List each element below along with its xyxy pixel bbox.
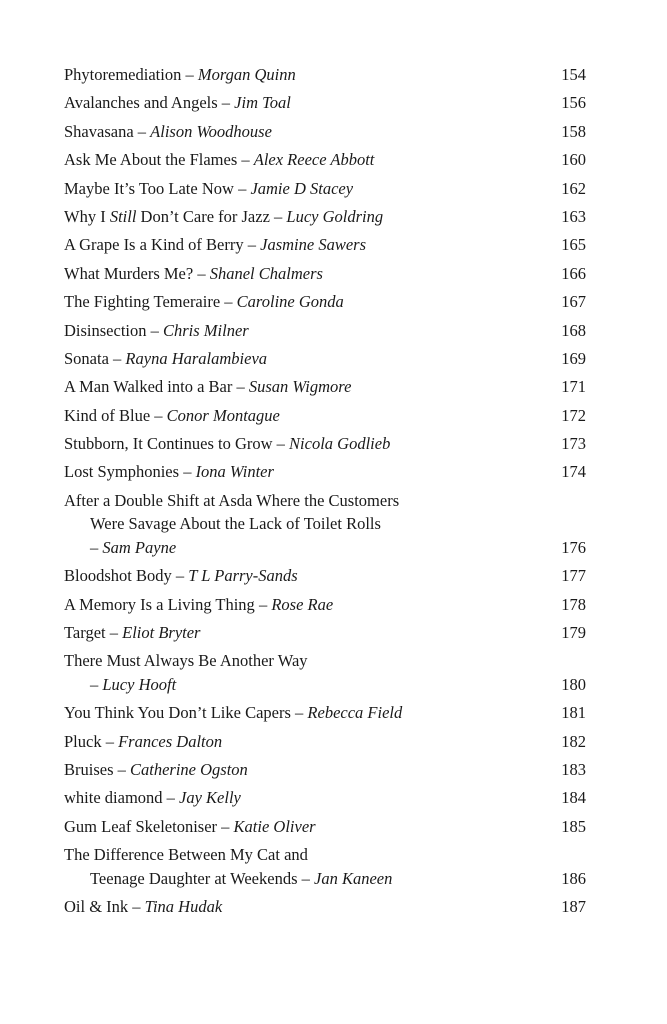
entry-line — [64, 701, 536, 725]
entry-separator: – — [217, 816, 234, 836]
entry-page-number: 179 — [561, 623, 586, 643]
toc-entry — [64, 63, 586, 87]
entry-line — [64, 758, 536, 782]
entry-title: Oil & Ink — [64, 897, 129, 917]
entry-title: Ask Me About the Flames — [64, 150, 238, 170]
entry-page-number: 168 — [561, 320, 586, 340]
entry-title-line-1: After a Double Shift at Asda Where the Customers — [64, 490, 400, 510]
toc-entry — [64, 148, 586, 172]
entry-separator: – — [272, 434, 290, 454]
entry-title: Lost Symphonies — [64, 462, 180, 482]
entry-author: Caroline Gonda — [236, 292, 344, 312]
entry-author: Chris Milner — [163, 320, 249, 340]
toc-entry — [64, 233, 586, 257]
entry-page-number: 178 — [561, 594, 586, 614]
entry-author: Eliot Bryter — [122, 623, 201, 643]
entry-title-line-1: There Must Always Be Another Way — [64, 651, 308, 671]
entry-author: Iona Winter — [195, 462, 274, 482]
entry-line — [64, 815, 536, 839]
toc-entry — [64, 91, 586, 115]
entry-separator: – — [128, 897, 145, 917]
entry-separator: – — [101, 731, 119, 751]
entry-page-number: 160 — [561, 150, 586, 170]
entry-separator: – — [133, 121, 151, 141]
entry-line — [64, 63, 536, 87]
toc-entry — [64, 120, 586, 144]
entry-page-number: 156 — [561, 93, 586, 113]
toc-entry — [64, 432, 586, 456]
entry-line — [64, 319, 536, 343]
entry-page-number: 184 — [561, 788, 586, 808]
entry-page-number: 180 — [561, 674, 586, 694]
entry-author: Frances Dalton — [118, 731, 223, 751]
entry-separator: – — [217, 93, 235, 113]
entry-title: A Memory Is a Living Thing — [64, 594, 255, 614]
entry-page-number: 177 — [561, 566, 586, 586]
toc-entry — [64, 621, 586, 645]
entry-line — [64, 593, 536, 617]
entry-title-line-1: The Difference Between My Cat and — [64, 845, 308, 865]
entry-separator: – — [162, 788, 180, 808]
entry-line — [64, 205, 536, 229]
entry-line — [64, 177, 536, 201]
entry-author: Rayna Haralambieva — [125, 348, 268, 368]
toc-entry — [64, 815, 586, 839]
entry-separator: – — [233, 178, 251, 198]
entry-author: Alex Reece Abbott — [253, 150, 375, 170]
toc-entry — [64, 593, 586, 617]
entry-author: Jan Kaneen — [314, 868, 393, 888]
entry-page-number: 174 — [561, 462, 586, 482]
entry-page-number: 181 — [561, 703, 586, 723]
entry-separator: – — [108, 348, 126, 368]
entry-title: Bruises — [64, 760, 114, 780]
entry-author: Lucy Goldring — [286, 206, 384, 226]
entry-page-number: 154 — [561, 65, 586, 84]
entry-separator: – — [171, 566, 189, 586]
entry-title: You Think You Don’t Like Capers — [64, 703, 291, 723]
entry-line — [64, 460, 536, 484]
toc-entry — [64, 347, 586, 371]
entry-author: Rebecca Field — [307, 703, 403, 723]
toc-entry — [64, 319, 586, 343]
toc-entry — [64, 177, 586, 201]
toc-entry — [64, 205, 586, 229]
entry-page-number: 176 — [561, 537, 586, 557]
entry-title: Maybe It’s Too Late Now — [64, 178, 234, 198]
entry-separator: – — [105, 623, 123, 643]
entry-page-number: 166 — [561, 263, 586, 283]
entry-line — [64, 347, 536, 371]
entry-author: Rose Rae — [271, 594, 334, 614]
entry-separator: – — [269, 206, 287, 226]
entry-separator: – — [193, 263, 210, 283]
toc-entry — [64, 404, 586, 428]
entry-page-number: 173 — [561, 434, 586, 454]
toc-entry — [64, 290, 586, 314]
entry-author: Jasmine Sawers — [260, 235, 366, 255]
toc-entry — [64, 649, 586, 696]
toc-entry — [64, 758, 586, 782]
entry-title: white diamond — [64, 788, 163, 808]
entry-page-number: 158 — [561, 121, 586, 141]
entry-separator: – — [90, 537, 103, 557]
entry-title: Avalanches and Angels — [64, 93, 218, 113]
toc-entry — [64, 262, 586, 286]
entry-title: A Grape Is a Kind of Berry — [64, 235, 244, 255]
entry-page-number: 187 — [561, 897, 586, 917]
entry-line — [64, 290, 536, 314]
entry-title: Sonata — [64, 348, 109, 368]
entry-separator: – — [113, 760, 130, 780]
entry-separator: – — [297, 868, 314, 888]
entry-title: The Fighting Temeraire — [64, 292, 221, 312]
entry-page-number: 172 — [561, 405, 586, 425]
entry-title: Pluck — [64, 731, 102, 751]
entry-separator: – — [232, 377, 249, 397]
entry-title: Shavasana — [64, 121, 134, 141]
entry-title: Disinsection — [64, 320, 147, 340]
entry-line — [64, 91, 536, 115]
entry-line — [64, 536, 536, 560]
entry-title-line-2: Teenage Daughter at Weekends — [90, 868, 298, 888]
toc-entry — [64, 843, 586, 890]
toc-entry — [64, 564, 586, 588]
entry-title: Kind of Blue — [64, 405, 151, 425]
toc-entry — [64, 489, 586, 560]
entry-line — [64, 673, 536, 697]
entry-separator: – — [181, 65, 198, 84]
entry-page-number: 171 — [561, 377, 586, 397]
entry-line — [64, 404, 536, 428]
entry-line — [64, 867, 536, 891]
entry-separator: – — [146, 320, 163, 340]
entry-title: Target — [64, 623, 106, 643]
entry-title: Phytoremediation — [64, 65, 182, 84]
table-of-contents — [64, 63, 586, 924]
entry-line — [64, 233, 536, 257]
entry-title: What Murders Me? — [64, 263, 194, 283]
entry-author: Katie Oliver — [233, 816, 316, 836]
entry-line — [64, 262, 536, 286]
entry-page-number: 185 — [561, 816, 586, 836]
entry-line — [64, 621, 536, 645]
entry-page-number: 169 — [561, 348, 586, 368]
entry-title: Gum Leaf Skeletoniser — [64, 816, 218, 836]
entry-line — [64, 375, 536, 399]
entry-title-emphasis: Still — [109, 206, 137, 226]
entry-author: Sam Payne — [102, 537, 177, 557]
entry-page-number: 163 — [561, 206, 586, 226]
entry-title: Stubborn, It Continues to Grow — [64, 434, 273, 454]
entry-author: Lucy Hooft — [102, 674, 177, 694]
entry-separator: – — [290, 703, 308, 723]
entry-author: Jay Kelly — [179, 788, 241, 808]
toc-entry — [64, 895, 586, 919]
entry-author: Morgan Quinn — [197, 65, 296, 84]
entry-page-number: 186 — [561, 868, 586, 888]
entry-author: Alison Woodhouse — [150, 121, 272, 141]
entry-page-number: 183 — [561, 760, 586, 780]
entry-author: Catherine Ogston — [130, 760, 248, 780]
entry-author: Shanel Chalmers — [209, 263, 323, 283]
toc-entry — [64, 375, 586, 399]
entry-separator: – — [254, 594, 272, 614]
entry-page-number: 167 — [561, 292, 586, 312]
entry-separator: – — [150, 405, 167, 425]
entry-separator: – — [179, 462, 196, 482]
entry-title-line-2: Were Savage About the Lack of Toilet Rolls — [90, 514, 381, 534]
entry-line — [64, 786, 536, 810]
entry-separator: – — [90, 674, 103, 694]
entry-line — [64, 120, 536, 144]
entry-line — [64, 432, 536, 456]
entry-author: Jamie D Stacey — [250, 178, 354, 198]
entry-page-number: 165 — [561, 235, 586, 255]
entry-author: Conor Montague — [166, 405, 280, 425]
entry-page-number: 162 — [561, 178, 586, 198]
entry-title: Bloodshot Body — [64, 566, 172, 586]
entry-separator: – — [243, 235, 261, 255]
entry-separator: – — [220, 292, 237, 312]
toc-entry — [64, 460, 586, 484]
entry-title-suffix: Don’t Care for Jazz — [136, 206, 270, 226]
toc-entry — [64, 701, 586, 725]
entry-author: Tina Hudak — [144, 897, 223, 917]
entry-line — [64, 564, 536, 588]
entry-author: Nicola Godlieb — [289, 434, 391, 454]
entry-line — [64, 730, 536, 754]
entry-page-number: 182 — [561, 731, 586, 751]
entry-author: T L Parry-Sands — [188, 566, 298, 586]
entry-author: Susan Wigmore — [248, 377, 352, 397]
toc-entry — [64, 786, 586, 810]
toc-entry — [64, 730, 586, 754]
entry-title: A Man Walked into a Bar — [64, 377, 233, 397]
entry-title-prefix: Why I — [64, 206, 110, 226]
entry-author: Jim Toal — [234, 93, 291, 113]
entry-separator: – — [237, 150, 254, 170]
entry-line — [64, 895, 536, 919]
entry-line — [64, 148, 536, 172]
